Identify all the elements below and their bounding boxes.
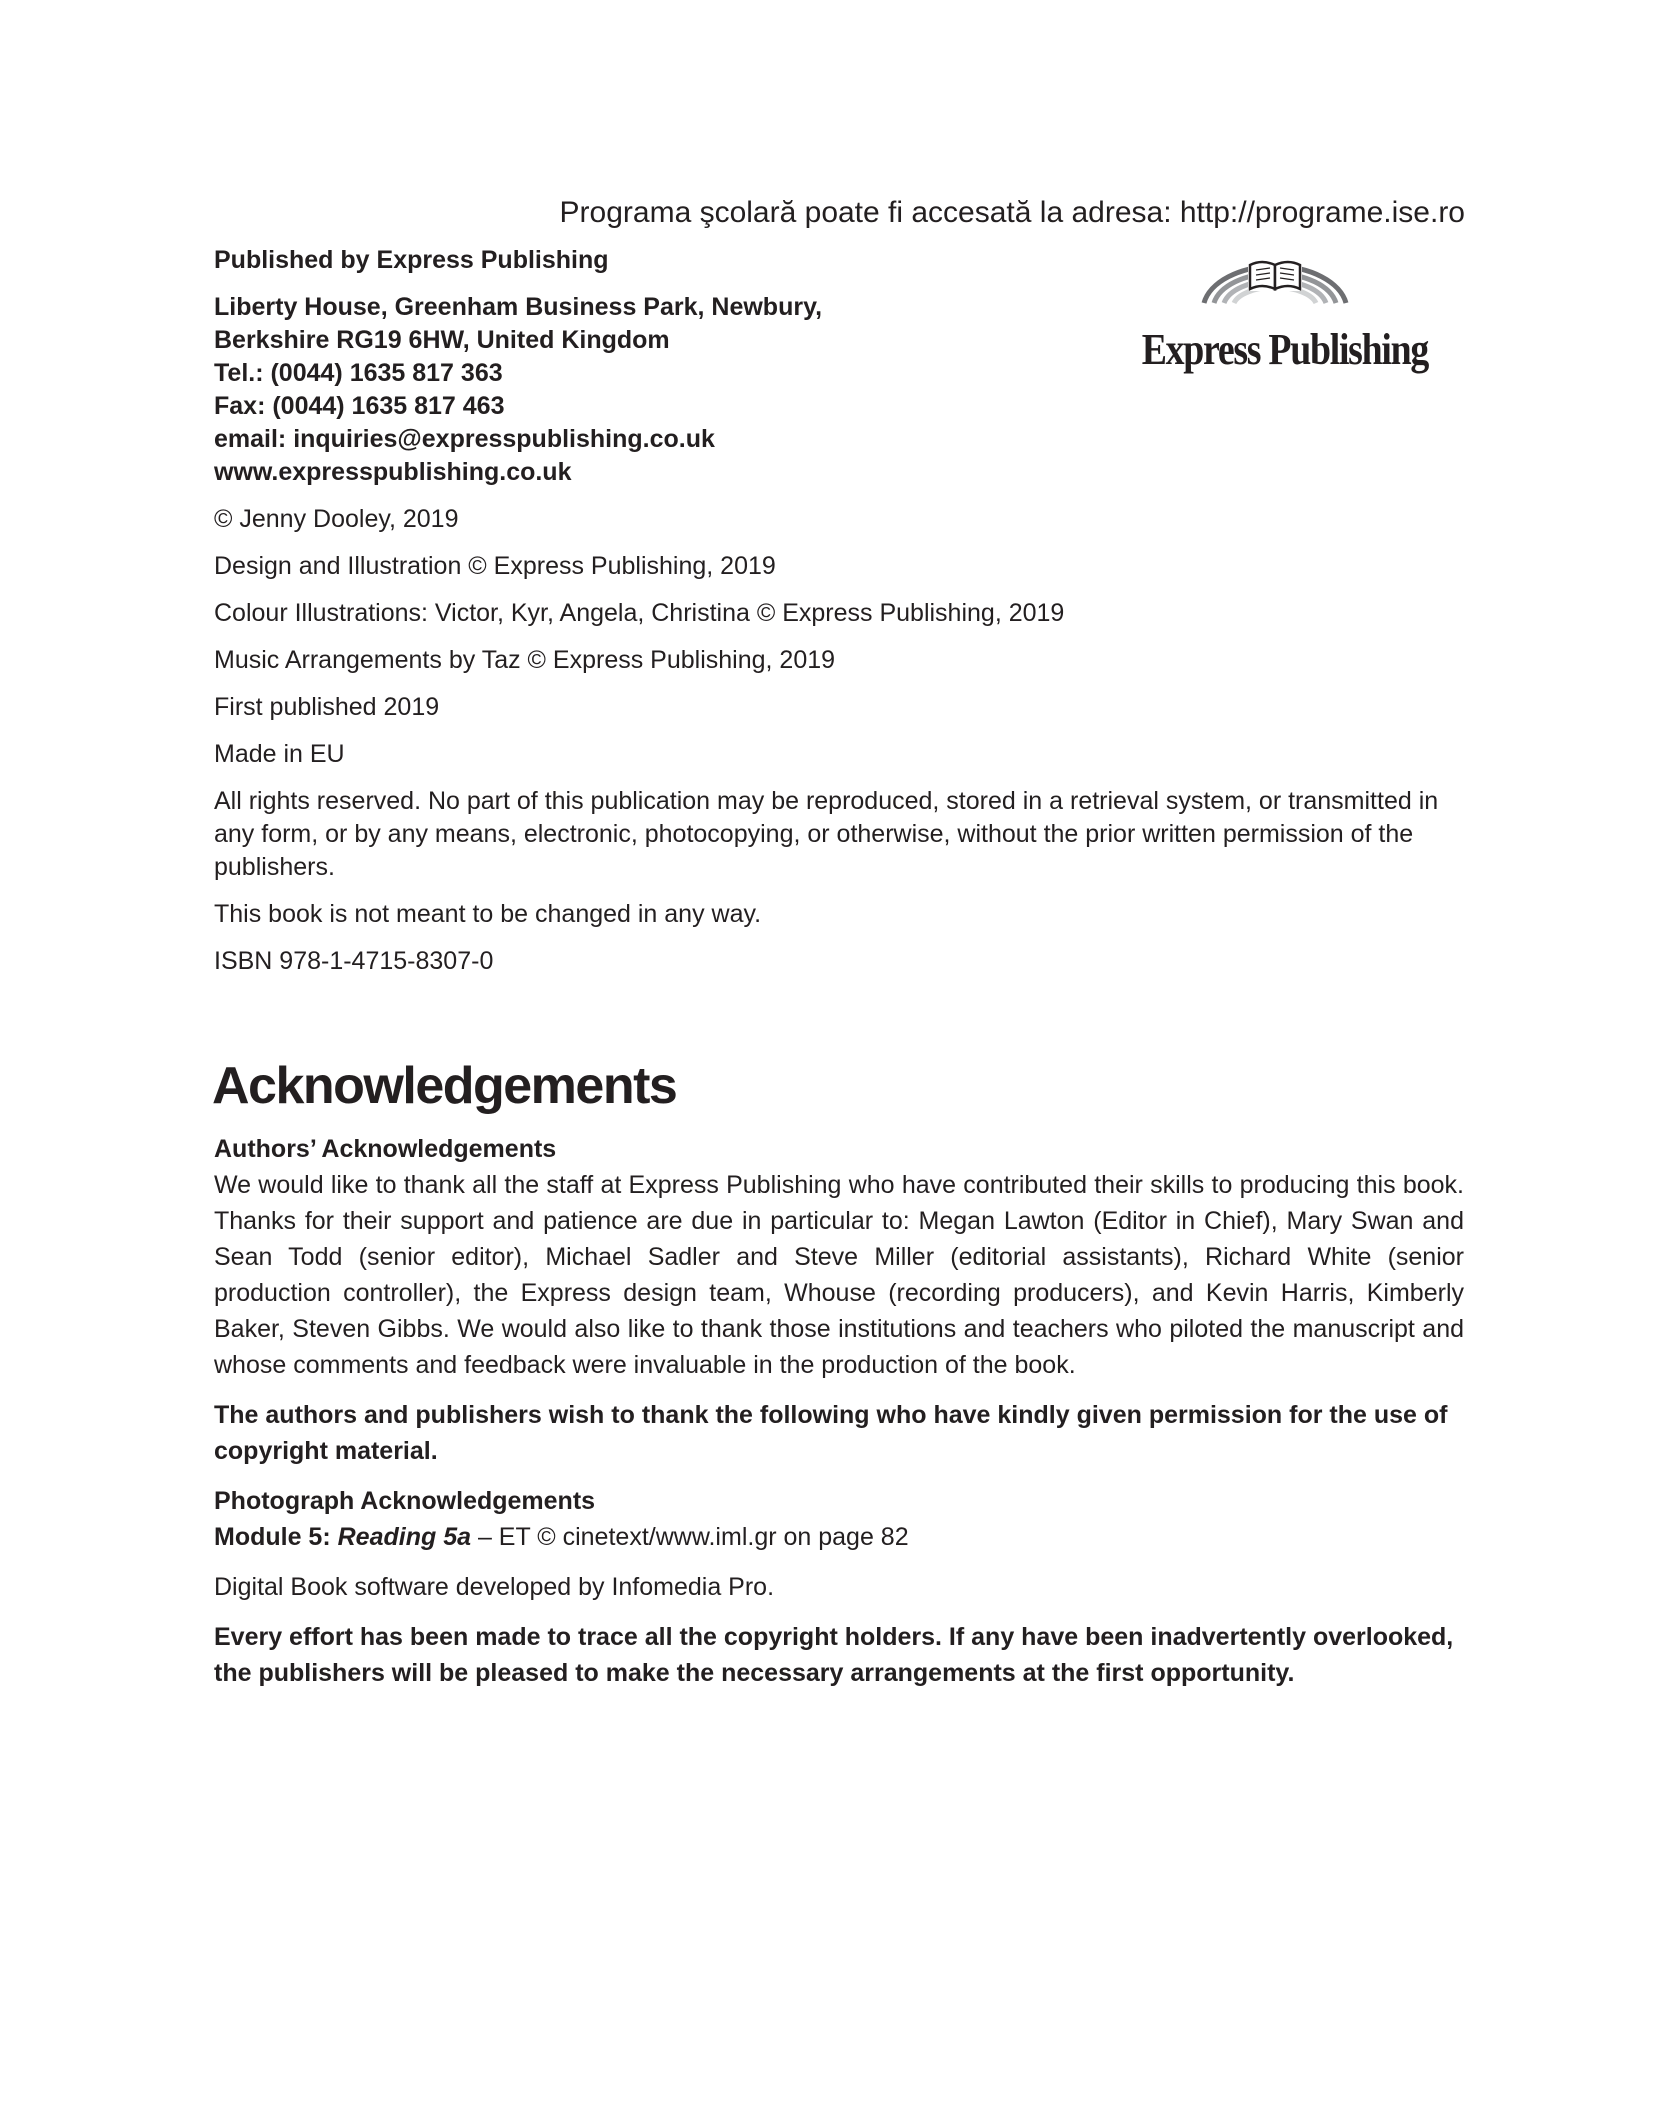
book-arc-icon <box>1198 253 1352 305</box>
not-changed-note: This book is not meant to be changed in any way. <box>214 900 762 928</box>
colour-credit: Colour Illustrations: Victor, Kyr, Angela, Christina © Express Publishing, 2019 <box>214 599 1065 627</box>
permission-text: The authors and publishers wish to thank the following who have kindly given permission for the use of copyright material. <box>214 1401 1448 1465</box>
acknowledgements-heading: Acknowledgements <box>212 1057 677 1115</box>
credits-block <box>214 503 1464 992</box>
music-credit: Music Arrangements by Taz © Express Publishing, 2019 <box>214 646 836 674</box>
copyright-line: © Jenny Dooley, 2019 <box>214 505 459 533</box>
rights-statement: All rights reserved. No part of this publication may be reproduced, stored in a retrieval system, or transmitted in any form, or by any means, electronic, photocopying, or otherwise, without the prior written permission of the publishers. <box>214 787 1439 881</box>
copyright-effort-note: Every effort has been made to trace all the copyright holders. If any have been inadvertently overlooked, the publishers will be pleased to make the necessary arrangements at the first opportunity. <box>214 1623 1454 1687</box>
photo-reading-label: Reading 5a <box>337 1523 471 1551</box>
acknowledgements-block <box>214 1131 1464 1691</box>
phone-line: Tel.: (0044) 1635 817 363 <box>214 359 503 387</box>
photo-ack-line <box>214 1519 1464 1555</box>
website-line: www.expresspublishing.co.uk <box>214 458 572 486</box>
first-published: First published 2019 <box>214 693 440 721</box>
fax-line: Fax: (0044) 1635 817 463 <box>214 392 505 420</box>
published-by: Published by Express Publishing <box>214 246 609 274</box>
logo-wordmark: Express Publishing <box>1141 325 1428 374</box>
program-url-line: Programa şcolară poate fi accesată la adresa: http://programe.ise.ro <box>559 196 1465 229</box>
photo-module-label: Module 5: <box>214 1523 331 1551</box>
address-line: Berkshire RG19 6HW, United Kingdom <box>214 326 670 354</box>
digital-book-credit: Digital Book software developed by Infomedia Pro. <box>214 1573 775 1601</box>
address-line: Liberty House, Greenham Business Park, Newbury, <box>214 293 823 321</box>
isbn: ISBN 978-1-4715-8307-0 <box>214 947 494 975</box>
authors-ack-heading: Authors’ Acknowledgements <box>214 1135 557 1163</box>
photo-ack-heading: Photograph Acknowledgements <box>214 1487 596 1515</box>
made-in: Made in EU <box>214 740 345 768</box>
authors-ack-text: We would like to thank all the staff at Express Publishing who have contributed their skills to producing this book. Thanks for their support and patience are due in particular to: Megan Lawton (Editor in Chief), Mary Swan and Sean Todd (senior editor), Michael Sadler and Steve Miller (editorial assistants), Richard White (senior production controller), the Express design team, Whouse (recording producers), and Kevin Harris, Kimberly Baker, Steven Gibbs. We would also like to thank those institutions and teachers who piloted the manuscript and whose comments and feedback were invaluable in the production of the book. <box>214 1171 1464 1379</box>
photo-credit: – ET © cinetext/www.iml.gr on page 82 <box>471 1523 909 1551</box>
design-credit: Design and Illustration © Express Publishing, 2019 <box>214 552 776 580</box>
email-line: email: inquiries@expresspublishing.co.uk <box>214 425 715 453</box>
express-publishing-logo <box>1120 253 1430 378</box>
